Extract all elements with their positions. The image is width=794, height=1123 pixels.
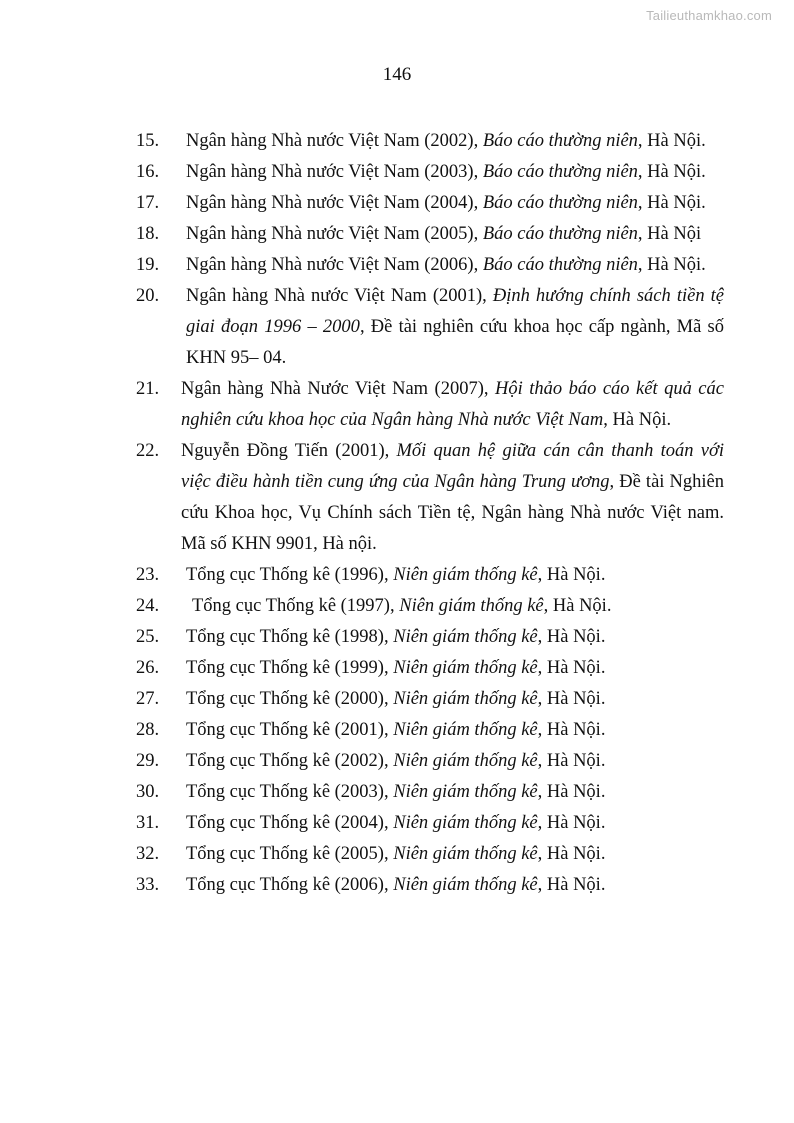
reference-publisher-place: , Hà Nội. xyxy=(537,627,606,647)
reference-author-year: Nguyễn Đồng Tiến (2001), xyxy=(181,441,397,461)
reference-publisher-place: , Hà Nội. xyxy=(637,131,706,151)
reference-publisher-place: , Hà Nội. xyxy=(537,565,606,585)
reference-number: 28. xyxy=(136,720,160,740)
reference-entry xyxy=(136,374,724,436)
reference-number: 33. xyxy=(136,875,160,895)
reference-publisher-place: , Hà Nội. xyxy=(537,844,606,864)
page-number: 146 xyxy=(382,64,412,85)
reference-title: Mối quan hệ giữa cán cân thanh toán với việc điều hành tiền cung ứng của Ngân hàng Trung ương xyxy=(181,441,725,492)
reference-publisher-place: , Hà Nội. xyxy=(603,410,672,430)
reference-author-year: Tổng cục Thống kê (2006), xyxy=(186,875,394,895)
reference-entry xyxy=(136,808,724,839)
reference-list xyxy=(136,126,724,901)
reference-number: 26. xyxy=(136,658,160,678)
reference-number: 29. xyxy=(136,751,160,771)
reference-title: Báo cáo thường niên xyxy=(482,224,638,244)
reference-publisher-place: , Hà Nội. xyxy=(537,720,606,740)
reference-author-year: Ngân hàng Nhà nước Việt Nam (2005), xyxy=(186,224,483,244)
reference-number: 20. xyxy=(136,286,160,306)
reference-entry xyxy=(136,250,724,281)
reference-author-year: Tổng cục Thống kê (1999), xyxy=(186,658,394,678)
reference-title: Báo cáo thường niên xyxy=(482,193,638,213)
reference-author-year: Ngân hàng Nhà Nước Việt Nam (2007), xyxy=(181,379,495,399)
reference-author-year: Tổng cục Thống kê (1998), xyxy=(186,627,394,647)
reference-title: Định hướng chính sách tiền tệ giai đoạn 1996 – 2000 xyxy=(186,286,724,337)
reference-title: Niên giám thống kê xyxy=(393,875,538,895)
reference-author-year: Tổng cục Thống kê (2005), xyxy=(186,844,394,864)
reference-publisher-place: , Hà Nội. xyxy=(537,658,606,678)
reference-author-year: Ngân hàng Nhà nước Việt Nam (2002), xyxy=(186,131,483,151)
reference-number: 30. xyxy=(136,782,160,802)
reference-title: Hội thảo báo cáo kết quả các nghiên cứu khoa học của Ngân hàng Nhà nước Việt Nam xyxy=(181,379,724,430)
reference-number: 25. xyxy=(136,627,160,647)
reference-author-year: Ngân hàng Nhà nước Việt Nam (2001), xyxy=(186,286,493,306)
reference-title: Niên giám thống kê xyxy=(393,565,538,585)
reference-publisher-place: , Hà Nội. xyxy=(537,751,606,771)
reference-publisher-place: , Hà Nội. xyxy=(637,193,706,213)
reference-publisher-place: , Hà Nội. xyxy=(537,782,606,802)
reference-title: Niên giám thống kê xyxy=(393,627,538,647)
reference-entry xyxy=(136,870,724,901)
reference-entry xyxy=(136,746,724,777)
reference-author-year: Ngân hàng Nhà nước Việt Nam (2004), xyxy=(186,193,483,213)
reference-entry xyxy=(136,591,724,622)
reference-entry xyxy=(136,281,724,374)
reference-title: Niên giám thống kê xyxy=(393,813,538,833)
reference-entry xyxy=(136,157,724,188)
reference-publisher-place: , Hà Nội. xyxy=(537,689,606,709)
reference-publisher-place: , Hà Nội. xyxy=(537,875,606,895)
reference-number: 16. xyxy=(136,162,160,182)
reference-title: Niên giám thống kê xyxy=(393,658,538,678)
reference-author-year: Tổng cục Thống kê (2004), xyxy=(186,813,394,833)
reference-title: Niên giám thống kê xyxy=(399,596,544,616)
reference-author-year: Tổng cục Thống kê (2001), xyxy=(186,720,394,740)
reference-entry xyxy=(136,126,724,157)
reference-entry xyxy=(136,839,724,870)
reference-author-year: Tổng cục Thống kê (1996), xyxy=(186,565,394,585)
reference-number: 31. xyxy=(136,813,160,833)
reference-number: 15. xyxy=(136,131,160,151)
reference-publisher-place: , Đề tài nghiên cứu khoa học cấp ngành, Mã số KHN 95– 04. xyxy=(186,317,724,368)
reference-number: 19. xyxy=(136,255,160,275)
reference-publisher-place: , Đề tài Nghiên cứu Khoa học, Vụ Chính sách Tiền tệ, Ngân hàng Nhà nước Việt nam. Mã số KHN 9901, Hà nội. xyxy=(181,472,724,554)
reference-title: Niên giám thống kê xyxy=(393,689,538,709)
reference-publisher-place: , Hà Nội xyxy=(637,224,702,244)
reference-title: Báo cáo thường niên xyxy=(482,131,638,151)
reference-publisher-place: , Hà Nội. xyxy=(637,162,706,182)
reference-entry xyxy=(136,219,724,250)
reference-author-year: Ngân hàng Nhà nước Việt Nam (2003), xyxy=(186,162,483,182)
reference-entry xyxy=(136,684,724,715)
reference-number: 18. xyxy=(136,224,160,244)
reference-number: 21. xyxy=(136,379,160,399)
reference-title: Niên giám thống kê xyxy=(393,751,538,771)
reference-number: 32. xyxy=(136,844,160,864)
reference-number: 17. xyxy=(136,193,160,213)
reference-title: Báo cáo thường niên xyxy=(482,255,638,275)
reference-number: 24. xyxy=(136,596,160,616)
reference-entry xyxy=(136,436,724,560)
reference-title: Báo cáo thường niên xyxy=(482,162,638,182)
reference-publisher-place: , Hà Nội. xyxy=(543,596,612,616)
reference-author-year: Tổng cục Thống kê (2000), xyxy=(186,689,394,709)
reference-author-year: Tổng cục Thống kê (1997), xyxy=(192,596,400,616)
reference-entry xyxy=(136,777,724,808)
reference-author-year: Tổng cục Thống kê (2002), xyxy=(186,751,394,771)
reference-author-year: Tổng cục Thống kê (2003), xyxy=(186,782,394,802)
reference-title: Niên giám thống kê xyxy=(393,720,538,740)
reference-entry xyxy=(136,622,724,653)
reference-number: 23. xyxy=(136,565,160,585)
reference-entry xyxy=(136,560,724,591)
site-watermark: Tailieuthamkhao.com xyxy=(646,8,772,23)
reference-publisher-place: , Hà Nội. xyxy=(537,813,606,833)
reference-number: 27. xyxy=(136,689,160,709)
reference-number: 22. xyxy=(136,441,160,461)
reference-entry xyxy=(136,188,724,219)
reference-entry xyxy=(136,653,724,684)
reference-entry xyxy=(136,715,724,746)
reference-title: Niên giám thống kê xyxy=(393,782,538,802)
reference-title: Niên giám thống kê xyxy=(393,844,538,864)
reference-author-year: Ngân hàng Nhà nước Việt Nam (2006), xyxy=(186,255,483,275)
reference-publisher-place: , Hà Nội. xyxy=(637,255,706,275)
